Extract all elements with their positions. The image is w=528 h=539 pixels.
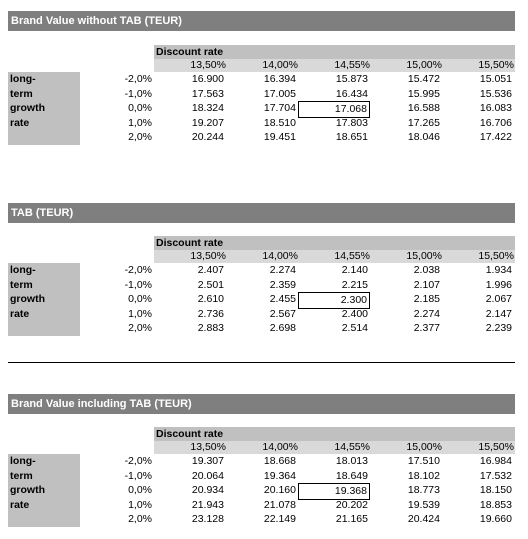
rate-header: 13,50% [190, 59, 226, 71]
value-cell: 18.853 [479, 498, 512, 511]
value-cell: 2.107 [413, 278, 440, 291]
value-cell: 15.995 [407, 87, 440, 100]
value-cell: 18.046 [407, 131, 440, 143]
value-cell: 2.215 [341, 278, 368, 291]
row-label: growth [8, 483, 80, 498]
value-cell: 16.588 [407, 102, 440, 114]
value-cell: 2.501 [197, 278, 224, 291]
value-cell: 18.510 [263, 116, 296, 129]
value-cell: 2.407 [197, 264, 224, 276]
row-label: rate [8, 307, 80, 322]
value-cell: 17.510 [407, 455, 440, 467]
table-row [8, 72, 515, 87]
section-title: Brand Value including TAB (TEUR) [8, 394, 515, 414]
value-cell: 1.934 [485, 264, 512, 276]
value-cell: 19.307 [191, 455, 224, 467]
value-cell: 19.539 [407, 498, 440, 511]
section-title: TAB (TEUR) [8, 203, 515, 223]
growth-rate: 1,0% [128, 307, 152, 320]
value-cell: 2.377 [413, 322, 440, 334]
value-cell: 2.359 [269, 278, 296, 291]
row-label: term [8, 87, 80, 102]
value-cell: 16.984 [479, 455, 512, 467]
rate-header: 15,50% [478, 441, 514, 453]
growth-rate: -2,0% [124, 455, 152, 467]
value-cell: 20.064 [191, 469, 224, 482]
value-cell: 18.324 [191, 102, 224, 114]
rate-header: 14,55% [334, 59, 370, 71]
growth-rate: 2,0% [128, 513, 152, 525]
rate-header: 14,00% [262, 441, 298, 453]
value-cell: 2.514 [341, 322, 368, 334]
value-cell: 1.996 [485, 278, 512, 291]
growth-rate: 1,0% [128, 116, 152, 129]
value-cell: 15.051 [479, 73, 512, 85]
table-row [8, 483, 515, 498]
value-cell: 15.873 [335, 73, 368, 85]
table-row [8, 116, 515, 131]
table-row [8, 87, 515, 102]
value-cell: 19.207 [191, 116, 224, 129]
row-label: rate [8, 498, 80, 513]
rate-header: 15,50% [478, 250, 514, 262]
value-cell: 20.424 [407, 513, 440, 525]
growth-rate: -1,0% [124, 278, 152, 291]
value-cell: 18.649 [335, 469, 368, 482]
value-cell: 2.067 [485, 293, 512, 305]
value-cell: 2.736 [197, 307, 224, 320]
base-case-value-cell: 19.368 [298, 483, 370, 500]
table-row [8, 498, 515, 513]
rate-header: 15,00% [406, 59, 442, 71]
value-cell: 2.147 [485, 307, 512, 320]
value-cell: 16.706 [479, 116, 512, 129]
row-label: growth [8, 101, 80, 116]
value-cell: 19.364 [263, 469, 296, 482]
table-row [8, 278, 515, 293]
value-cell: 19.660 [479, 513, 512, 525]
value-cell: 2.610 [197, 293, 224, 305]
section-divider [8, 362, 515, 363]
rate-header: 14,55% [334, 441, 370, 453]
value-cell: 16.434 [335, 87, 368, 100]
table-row [8, 469, 515, 484]
discount-rate-header-row [154, 441, 515, 454]
base-case-value-cell: 17.068 [298, 101, 370, 118]
discount-rate-header-row [154, 59, 515, 72]
value-cell: 17.422 [479, 131, 512, 143]
value-cell: 2.455 [269, 293, 296, 305]
value-cell: 18.651 [335, 131, 368, 143]
section-title: Brand Value without TAB (TEUR) [8, 11, 515, 31]
value-cell: 2.883 [197, 322, 224, 334]
value-cell: 2.140 [341, 264, 368, 276]
value-cell: 2.274 [413, 307, 440, 320]
value-cell: 17.005 [263, 87, 296, 100]
growth-rate: -1,0% [124, 87, 152, 100]
rate-header: 14,00% [262, 250, 298, 262]
value-cell: 18.150 [479, 484, 512, 496]
row-label: long- [8, 454, 80, 469]
rate-header: 14,00% [262, 59, 298, 71]
growth-rate: 0,0% [128, 293, 152, 305]
table-row [8, 101, 515, 116]
value-cell: 19.451 [263, 131, 296, 143]
value-cell: 18.668 [263, 455, 296, 467]
value-cell: 18.102 [407, 469, 440, 482]
table-row [8, 321, 515, 336]
value-cell: 21.943 [191, 498, 224, 511]
section-brand-value-including-tab [8, 394, 515, 525]
table-row [8, 454, 515, 469]
discount-rate-label: Discount rate [154, 236, 515, 250]
row-label: rate [8, 116, 80, 131]
growth-rate: -2,0% [124, 264, 152, 276]
value-cell: 20.934 [191, 484, 224, 496]
row-label [8, 512, 80, 527]
growth-rate: -1,0% [124, 469, 152, 482]
discount-rate-label: Discount rate [154, 45, 515, 59]
value-cell: 17.803 [335, 116, 368, 129]
rate-header: 13,50% [190, 250, 226, 262]
value-cell: 20.202 [335, 498, 368, 511]
section-brand-value-without-tab [8, 11, 515, 143]
value-cell: 17.265 [407, 116, 440, 129]
value-cell: 23.128 [191, 513, 224, 525]
value-cell: 16.900 [191, 73, 224, 85]
value-cell: 16.083 [479, 102, 512, 114]
value-cell: 2.239 [485, 322, 512, 334]
value-cell: 2.185 [413, 293, 440, 305]
growth-rate: 0,0% [128, 102, 152, 114]
value-cell: 15.472 [407, 73, 440, 85]
rate-header: 15,50% [478, 59, 514, 71]
row-label [8, 321, 80, 336]
value-cell: 18.013 [335, 455, 368, 467]
value-cell: 20.160 [263, 484, 296, 496]
value-cell: 2.567 [269, 307, 296, 320]
table-row [8, 292, 515, 307]
rate-header: 13,50% [190, 441, 226, 453]
growth-rate: 2,0% [128, 131, 152, 143]
table-row [8, 130, 515, 145]
discount-rate-label: Discount rate [154, 427, 515, 441]
growth-rate: 1,0% [128, 498, 152, 511]
value-cell: 17.563 [191, 87, 224, 100]
growth-rate: -2,0% [124, 73, 152, 85]
value-cell: 16.394 [263, 73, 296, 85]
value-cell: 17.704 [263, 102, 296, 114]
discount-rate-header-row [154, 250, 515, 263]
value-cell: 17.532 [479, 469, 512, 482]
value-cell: 2.698 [269, 322, 296, 334]
value-cell: 2.038 [413, 264, 440, 276]
row-label: long- [8, 72, 80, 87]
growth-rate: 0,0% [128, 484, 152, 496]
row-label: term [8, 469, 80, 484]
section-tab [8, 203, 515, 334]
row-label: term [8, 278, 80, 293]
row-label: growth [8, 292, 80, 307]
value-cell: 15.536 [479, 87, 512, 100]
table-row [8, 512, 515, 527]
value-cell: 21.078 [263, 498, 296, 511]
value-cell: 22.149 [263, 513, 296, 525]
table-row [8, 263, 515, 278]
value-cell: 20.244 [191, 131, 224, 143]
rate-header: 14,55% [334, 250, 370, 262]
value-cell: 2.400 [341, 307, 368, 320]
row-label: long- [8, 263, 80, 278]
rate-header: 15,00% [406, 441, 442, 453]
growth-rate: 2,0% [128, 322, 152, 334]
value-cell: 21.165 [335, 513, 368, 525]
value-cell: 2.274 [269, 264, 296, 276]
table-row [8, 307, 515, 322]
rate-header: 15,00% [406, 250, 442, 262]
base-case-value-cell: 2.300 [298, 292, 370, 309]
value-cell: 18.773 [407, 484, 440, 496]
row-label [8, 130, 80, 145]
